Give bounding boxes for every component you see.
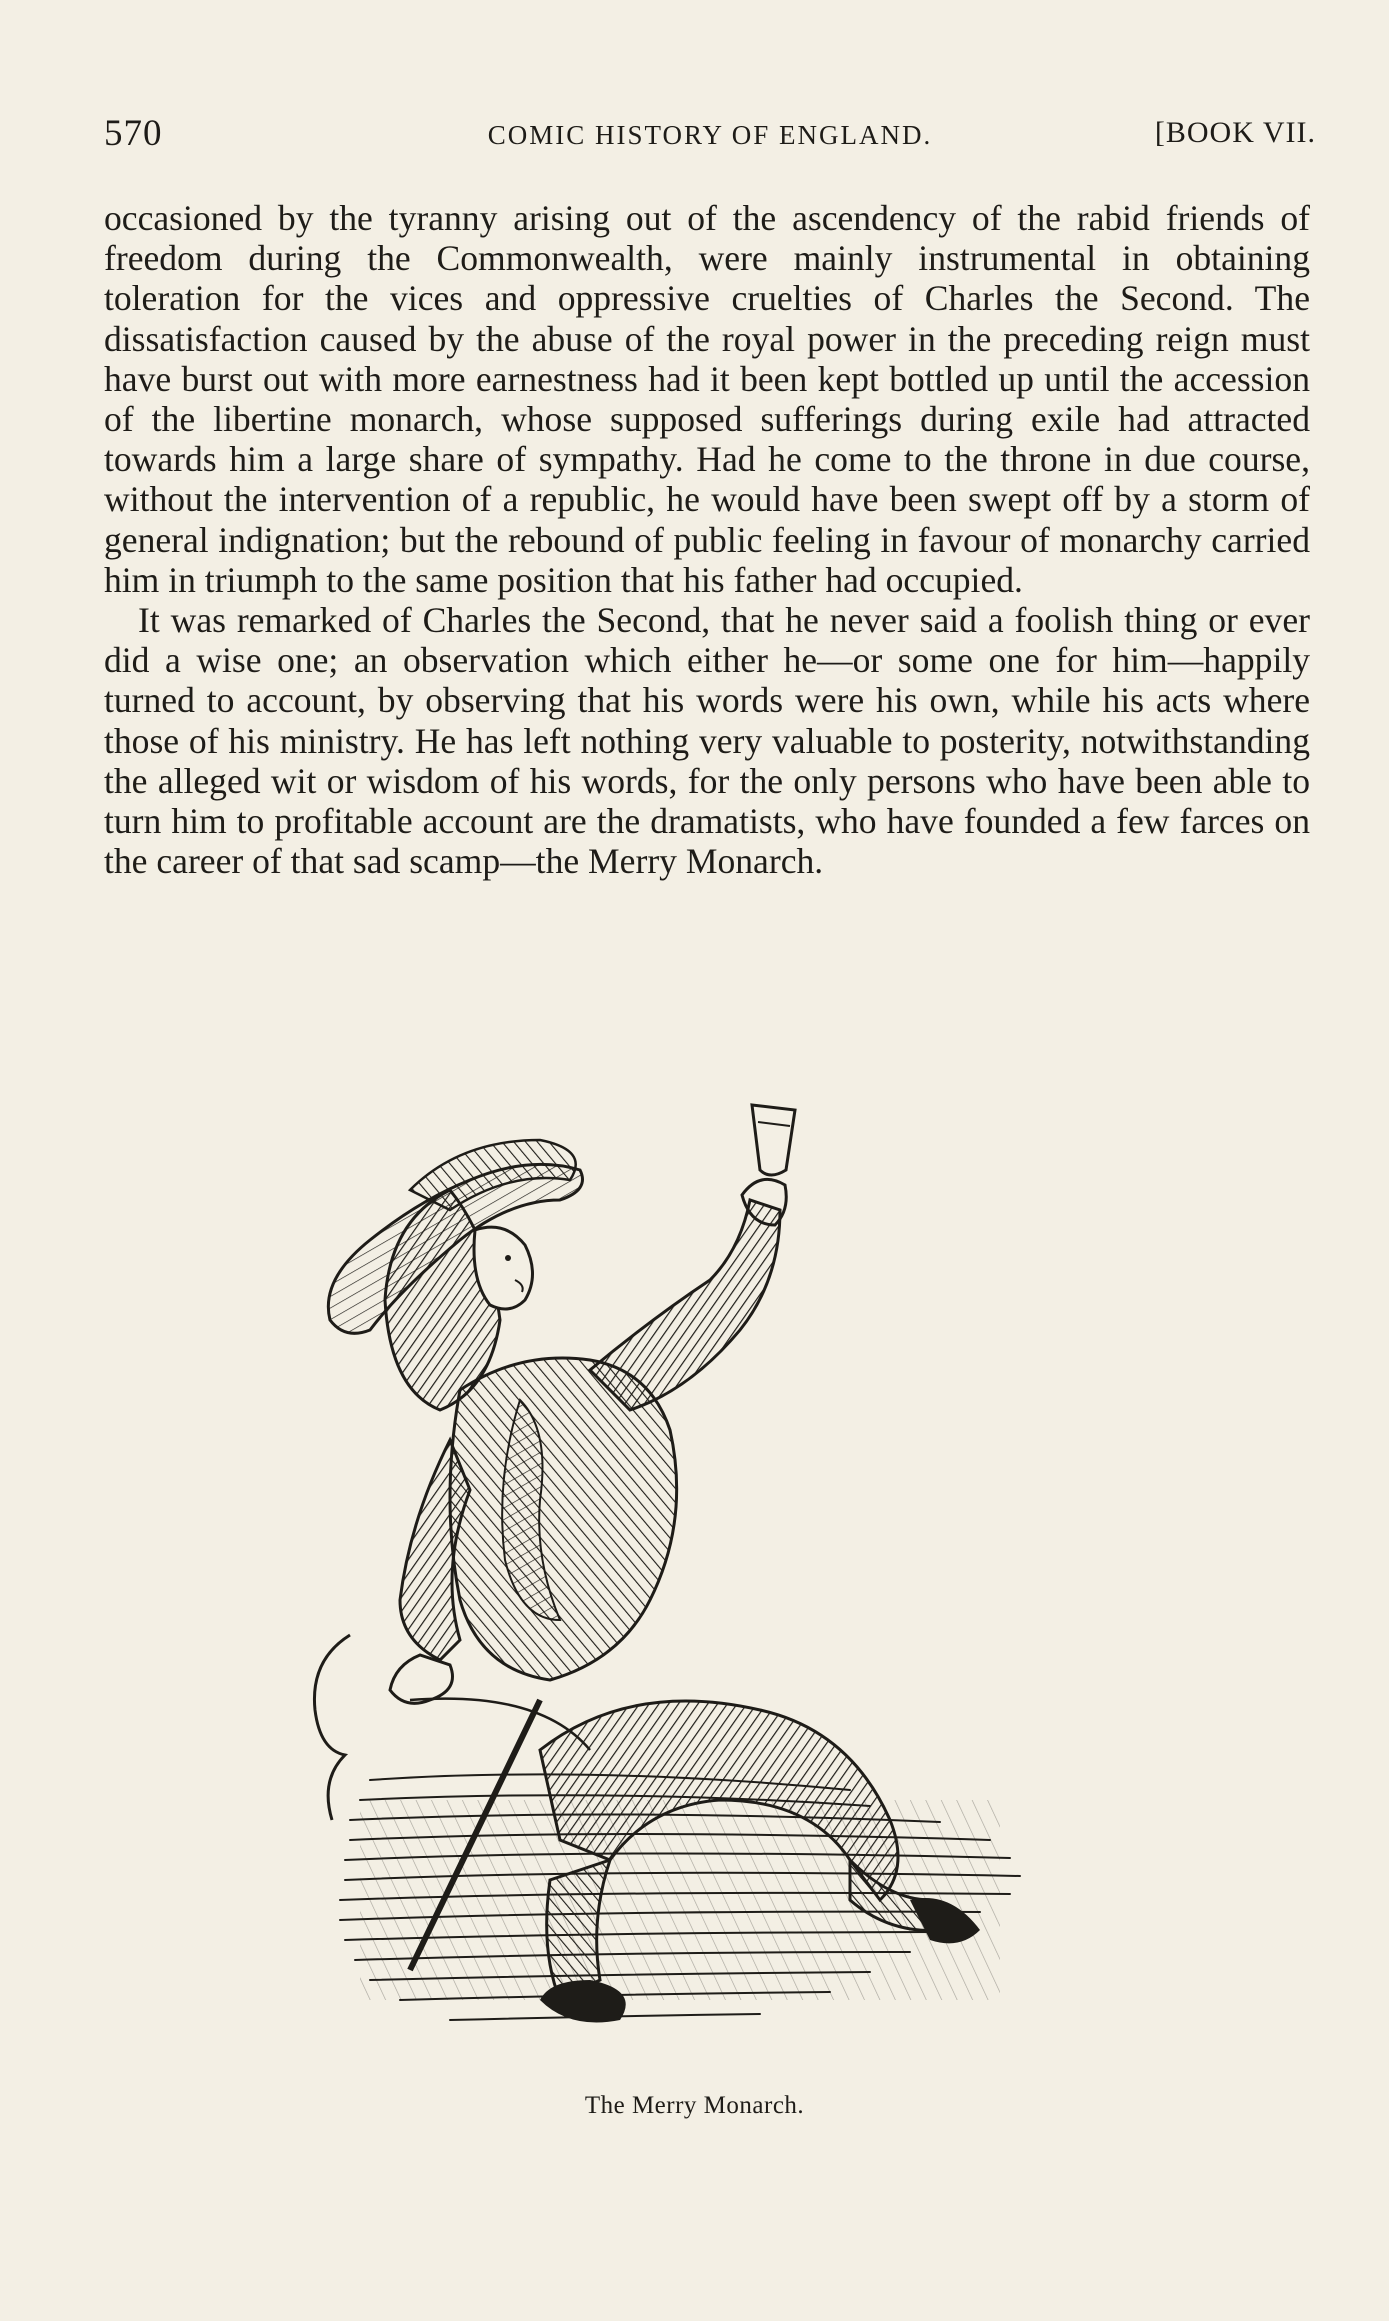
body-text [104,198,1310,881]
running-head [104,112,1316,162]
paragraph-charles-the-second: It was remarked of Charles the Second, that he never said a foolish thing or ever did a wise one; an observation which either he—or some one for him—happily turned to account, by observing that his words were his own, while his acts where those of his ministry. He has left nothing very valuable to posterity, notwithstanding the alleged wit or wisdom of his words, for the only persons who have been able to turn him to profitable account are the dramatists, who have founded a few farces on the career of that sad scamp—the Merry Monarch. [104,600,1310,882]
paragraph-continued: occasioned by the tyranny arising out of the ascendency of the rabid friends of freedom during the Commonwealth, were mainly instrumental in obtaining toleration for the vices and oppressive cruelties of Charles the Second. The dissatisfaction caused by the abuse of the royal power in the preceding reign must have burst out with more earnestness had it been kept bottled up until the accession of the libertine monarch, whose supposed sufferings during exile had attracted towards him a large share of sympathy. Had he come to the throne in due course, without the intervention of a republic, he would have been swept off by a storm of general indignation; but the rebound of public feeling in favour of monarchy carried him in triumph to the same position that his father had occupied. [104,198,1310,600]
running-title: COMIC HISTORY OF ENGLAND. [487,120,933,150]
illustration-caption: The Merry Monarch. [584,2092,805,2119]
book-marker: [BOOK VII. [1154,116,1316,149]
merry-monarch-illustration [290,1100,1090,2080]
page-number: 570 [104,113,163,154]
